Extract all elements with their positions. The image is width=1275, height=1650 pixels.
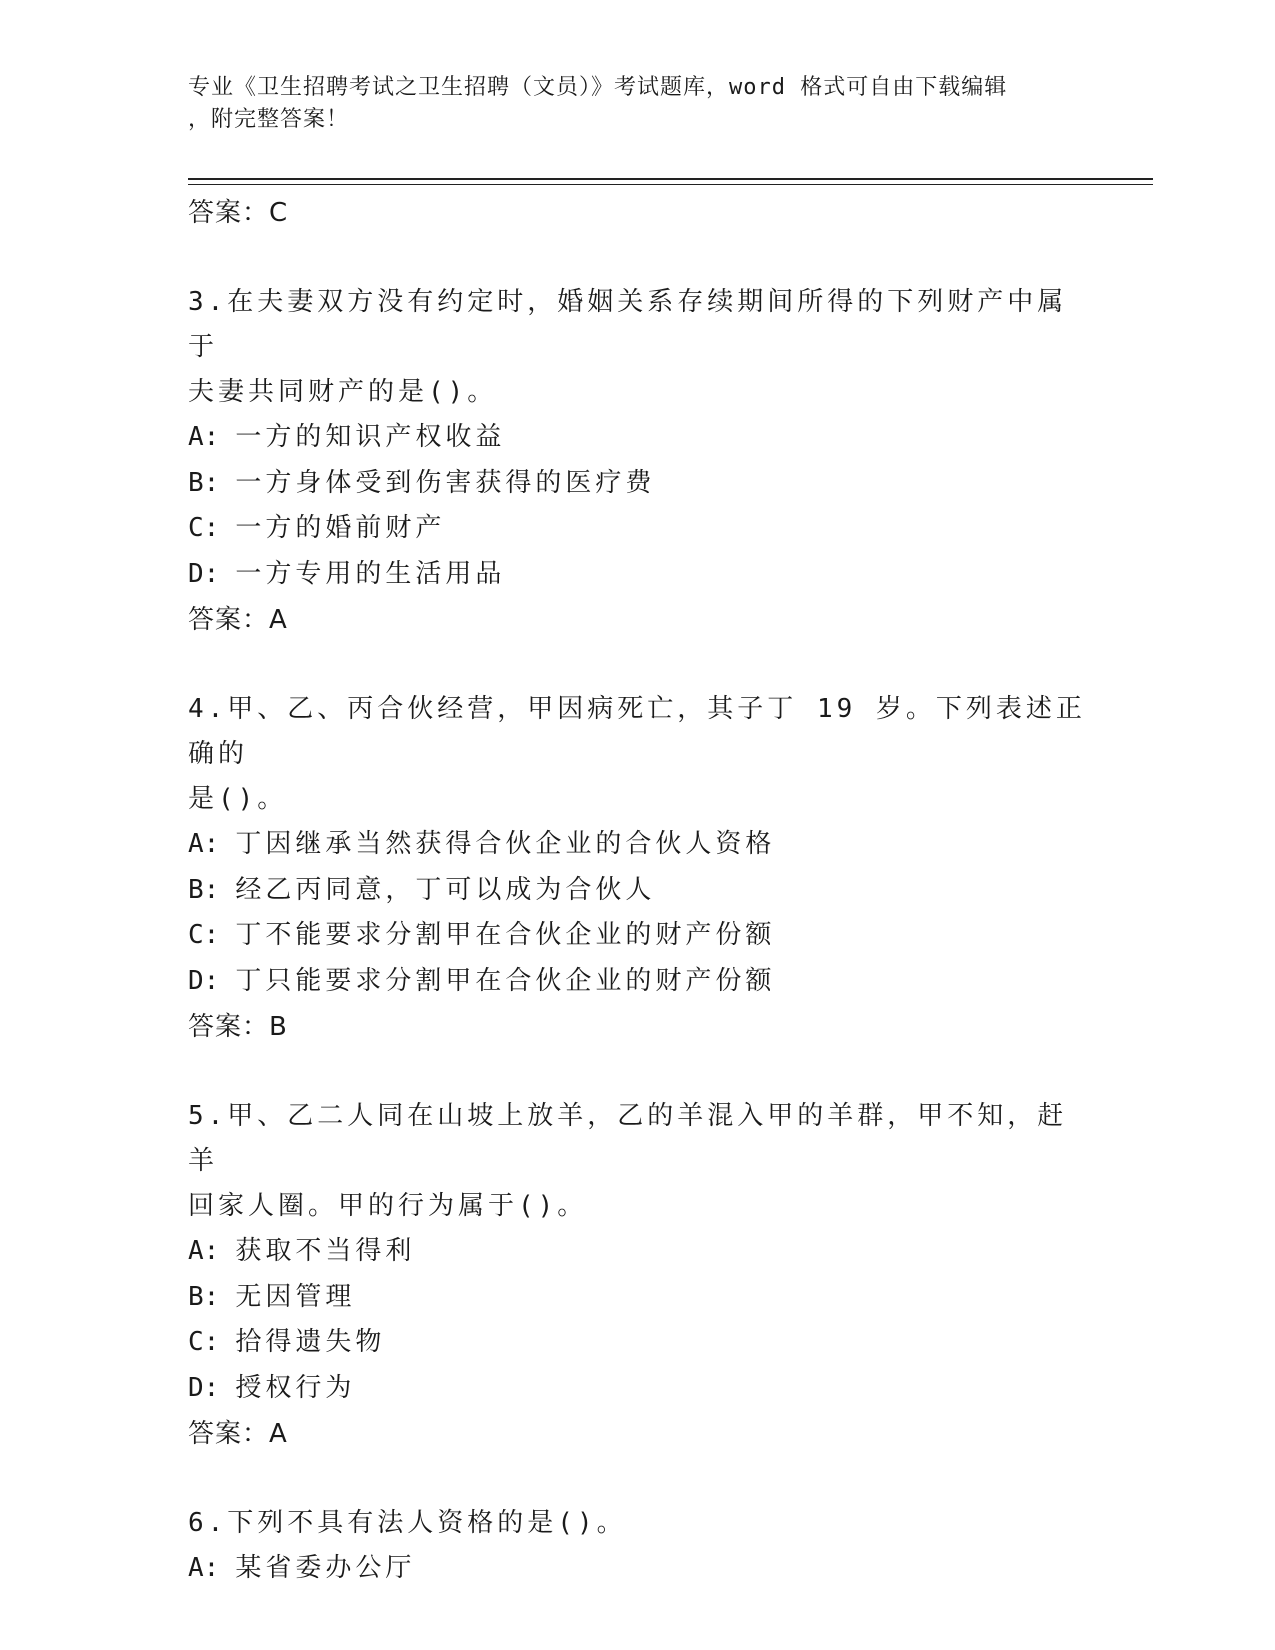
answer-line: 答案：C: [188, 198, 289, 228]
header-divider-thick: [188, 178, 1153, 180]
option-b: [188, 868, 1088, 914]
header-divider-thin: [188, 184, 1153, 185]
option-d: [188, 552, 1088, 598]
option-label: D:: [188, 558, 220, 589]
option-label: C:: [188, 920, 220, 950]
option-text: 一方专用的生活用品: [235, 558, 506, 589]
stem-line: 夫妻共同财产的是()。: [188, 377, 498, 407]
option-text: 无因管理: [235, 1281, 356, 1312]
option-a: [188, 1229, 1088, 1275]
question-4: [188, 687, 1088, 1050]
answer-line: 答案：A: [188, 1419, 288, 1449]
option-label: C:: [188, 1327, 220, 1357]
answer-line: 答案：B: [188, 1012, 288, 1042]
stem-line: 5.甲、乙二人同在山坡上放羊，乙的羊混入甲的羊群，甲不知，赶羊: [188, 1101, 1068, 1176]
option-label: A:: [188, 422, 220, 452]
option-text: 一方身体受到伤害获得的医疗费: [235, 467, 656, 498]
option-c: [188, 506, 1088, 552]
option-text: 一方的知识产权收益: [235, 422, 506, 452]
question-5: [188, 1094, 1088, 1457]
question-stem: [188, 1501, 1088, 1546]
option-a: [188, 822, 1088, 868]
stem-line: 4.甲、乙、丙合伙经营，甲因病死亡，其子丁 19 岁。下列表述正确的: [188, 694, 1086, 769]
option-c: [188, 1320, 1088, 1366]
option-a: [188, 1546, 1088, 1592]
question-3: [188, 280, 1088, 643]
document-body: [188, 190, 1088, 1592]
option-text: 经乙丙同意，丁可以成为合伙人: [235, 874, 656, 905]
question-stem: [188, 1094, 1088, 1229]
option-label: D:: [188, 965, 220, 996]
header-line-1: 专业《卫生招聘考试之卫生招聘（文员）》考试题库，word 格式可自由下载编辑: [188, 75, 1008, 100]
option-label: A:: [188, 829, 220, 859]
option-label: B:: [188, 467, 220, 498]
option-text: 授权行为: [235, 1372, 356, 1403]
stem-line: 6.下列不具有法人资格的是()。: [188, 1508, 627, 1538]
option-text: 丁只能要求分割甲在合伙企业的财产份额: [235, 965, 776, 996]
option-label: C:: [188, 513, 220, 543]
option-text: 获取不当得利: [235, 1236, 416, 1266]
question-6: [188, 1501, 1088, 1592]
option-text: 某省委办公厅: [235, 1553, 416, 1583]
header-line-2: ，附完整答案！: [188, 107, 350, 132]
option-label: B:: [188, 874, 220, 905]
question-stem: [188, 687, 1088, 822]
option-text: 丁因继承当然获得合伙企业的合伙人资格: [235, 829, 776, 859]
option-c: [188, 913, 1088, 959]
stem-line: 3.在夫妻双方没有约定时，婚姻关系存续期间所得的下列财产中属于: [188, 287, 1068, 362]
option-a: [188, 415, 1088, 461]
stem-line: 回家人圈。甲的行为属于()。: [188, 1191, 588, 1221]
option-label: D:: [188, 1372, 220, 1403]
answer-line: 答案：A: [188, 605, 288, 635]
stem-line: 是()。: [188, 784, 288, 814]
option-b: [188, 461, 1088, 507]
option-d: [188, 959, 1088, 1005]
option-text: 一方的婚前财产: [235, 513, 446, 543]
document-header: [188, 72, 1088, 136]
option-label: A:: [188, 1236, 220, 1266]
option-text: 丁不能要求分割甲在合伙企业的财产份额: [235, 920, 776, 950]
question-stem: [188, 280, 1088, 415]
option-b: [188, 1275, 1088, 1321]
option-label: A:: [188, 1553, 220, 1583]
option-label: B:: [188, 1281, 220, 1312]
option-d: [188, 1366, 1088, 1412]
option-text: 拾得遗失物: [235, 1327, 386, 1357]
